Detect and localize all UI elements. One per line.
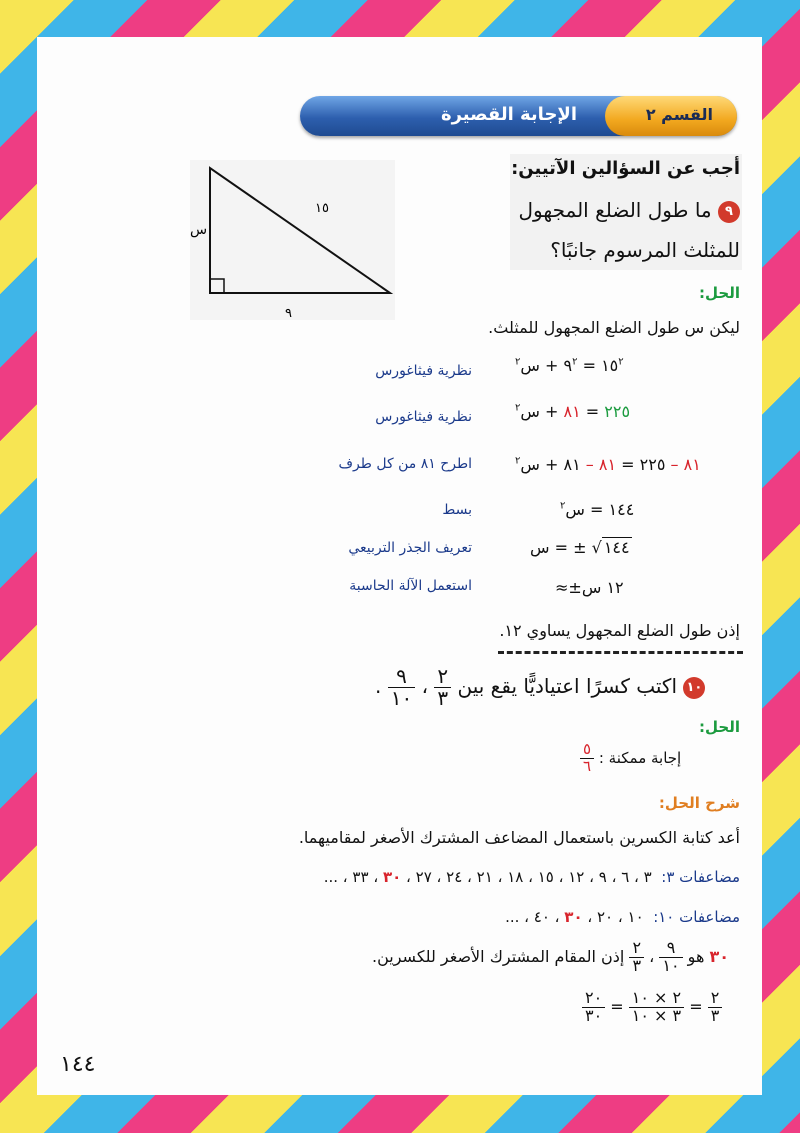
reason-1: نظرية فيثاغورس xyxy=(375,363,472,379)
possible-answer: $\frac{٥}{٦}$ إجابة ممكنة : xyxy=(580,742,681,775)
solution-label-9: الحل: xyxy=(699,284,740,302)
solution-label-10: الحل: xyxy=(699,718,740,736)
multiples-of-3: مضاعفات ٣: ٣ ، ٦ ، ٩ ، ١٢ ، ١٥ ، ١٨ ، ٢١ ، ٢٤ ، ٢٧ ، ٣٠ ، ٣٣ ، ... xyxy=(323,868,740,886)
question-10: . $\frac{٩}{١٠}$ ، $\frac{٢}{٣}$ اكتب كسرًا اعتياديًّا يقع بين ١٠ xyxy=(375,666,705,709)
fraction-9-10: $\frac{٩}{١٠}$ xyxy=(388,666,415,709)
base-label: ٩ xyxy=(285,306,292,321)
section-banner xyxy=(300,96,737,136)
unknown-side-label: س xyxy=(190,222,208,238)
reason-2: نظرية فيثاغورس xyxy=(375,409,472,425)
intro-text: أجب عن السؤالين الآتيين: xyxy=(511,158,740,179)
section-title: الإجابة القصيرة xyxy=(440,104,577,125)
reason-3: اطرح ٨١ من كل طرف xyxy=(338,456,472,472)
multiples-of-10: مضاعفات ١٠: ١٠ ، ٢٠ ، ٣٠ ، ٤٠ ، ... xyxy=(505,908,740,926)
fraction-2-3: $\frac{٢}{٣}$ xyxy=(434,666,451,709)
question-10-number: ١٠ xyxy=(683,677,705,699)
equation-row-4: ١٤٤ = س$^٢$ xyxy=(560,500,635,519)
explanation-text: أعد كتابة الكسرين باستعمال المضاعف المشترك الأصغر لمقاميهما. xyxy=(298,828,740,847)
equation-row-2: ٢٢٥ = ٨١ + س$^٢$ xyxy=(515,402,631,421)
question-9-line1: ٩ ما طول الضلع المجهول xyxy=(519,198,740,223)
equation-row-6: ≈±١٢ س xyxy=(555,578,624,597)
fraction-5-6: $\frac{٥}{٦}$ xyxy=(580,742,594,775)
reason-4: بسط xyxy=(442,502,472,518)
equation-row-1: $١٥^٢$ = $٩^٢$ + س$^٢$ xyxy=(515,356,624,375)
hyp-label: ١٥ xyxy=(315,201,329,216)
explanation-label: شرح الحل: xyxy=(658,794,740,812)
reason-5: تعريف الجذر التربيعي xyxy=(348,540,472,556)
page-number: ١٤٤ xyxy=(60,1052,96,1077)
right-triangle-figure xyxy=(190,160,395,325)
lcm-statement: . ٣٠ هو $\frac{٩}{١٠}$ ، $\frac{٢}{٣}$ إذن المقام المشترك الأصغر للكسرين xyxy=(372,938,729,975)
conclusion-9: إذن طول الضلع المجهول يساوي ١٢. xyxy=(499,621,740,640)
question-9-line2: للمثلث المرسوم جانبًا؟ xyxy=(550,238,740,262)
reason-6: استعمل الآلة الحاسبة xyxy=(349,578,472,594)
divider-dashed xyxy=(498,651,743,654)
section-label: القسم ٢ xyxy=(645,105,713,124)
final-equation: $\frac{٢٠}{٣٠}$ = $\frac{٢ \times ١٠}{٣ \times ١٠}$ = $\frac{٢}{٣}$ xyxy=(582,990,722,1025)
question-9-number: ٩ xyxy=(718,201,740,223)
section-label-tab xyxy=(605,96,737,136)
equation-row-5: ١٤٤√ ± = س xyxy=(530,538,630,557)
equation-row-3: ٨١ – ٢٢٥ = ٨١ – ٨١ + س$^٢$ xyxy=(515,455,701,474)
let-statement: ليكن س طول الضلع المجهول للمثلث. xyxy=(488,318,740,337)
